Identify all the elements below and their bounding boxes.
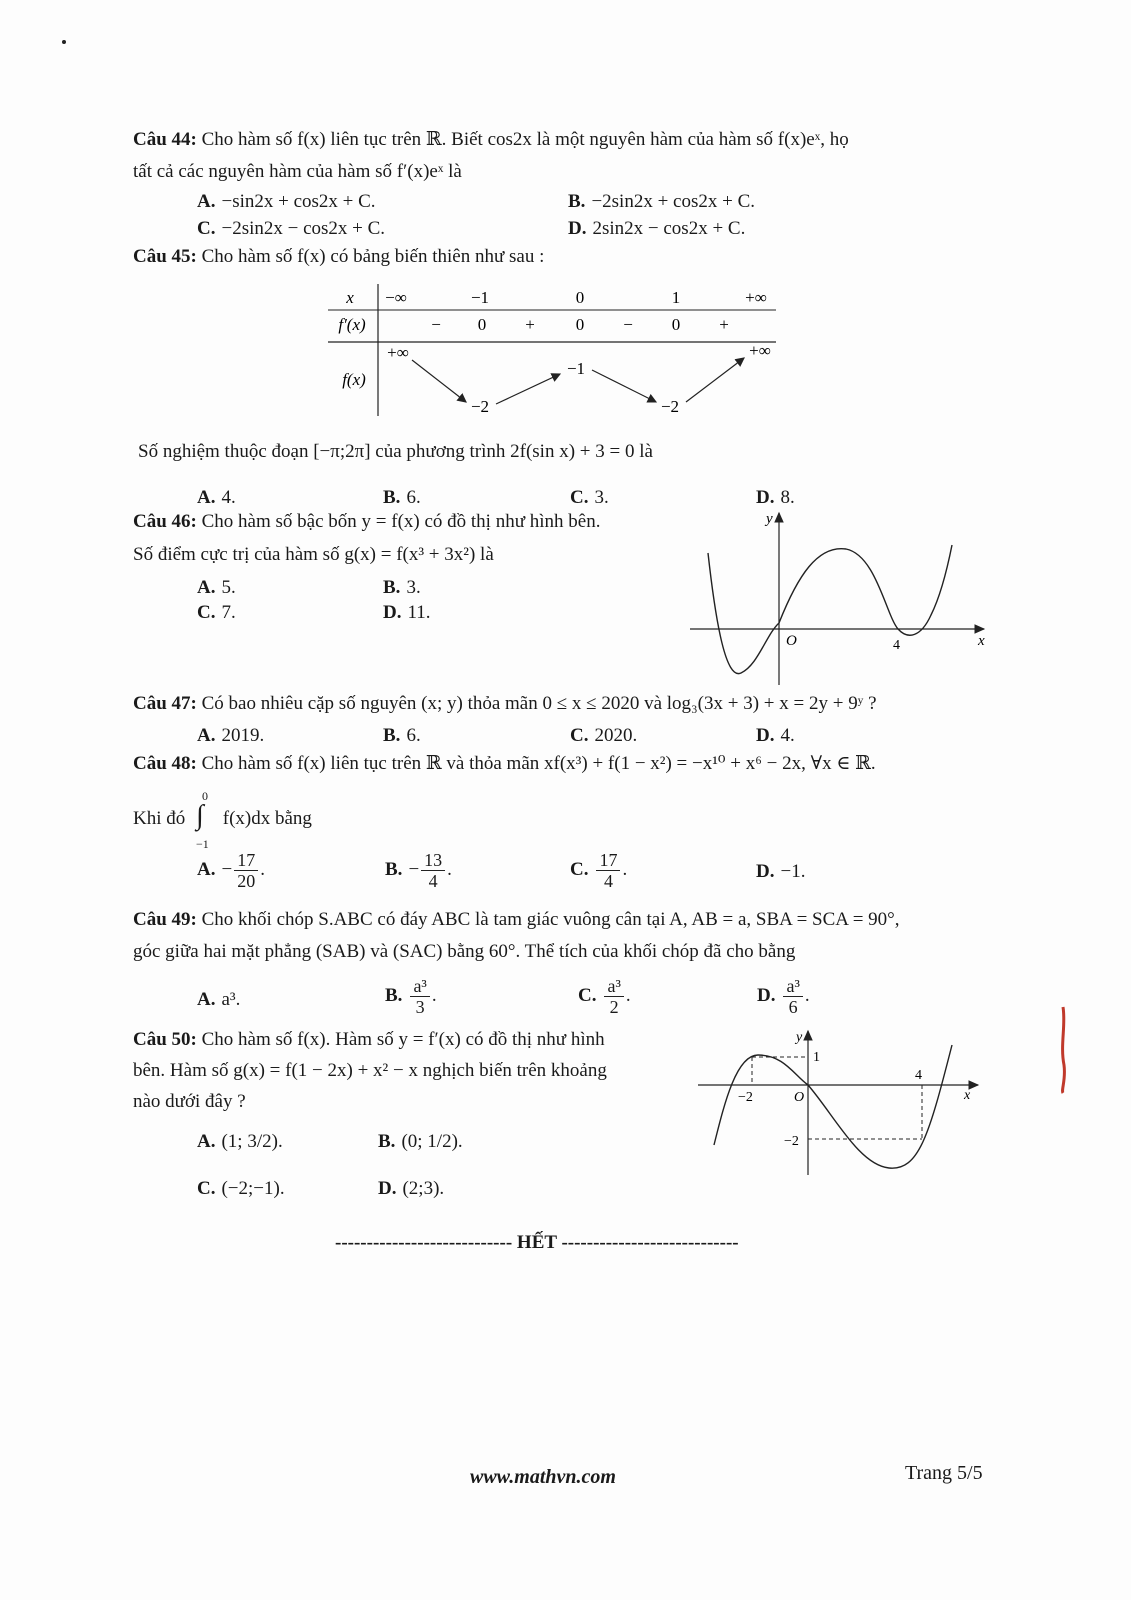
table-x-label: x: [346, 288, 354, 307]
q50-graph: [694, 1025, 984, 1180]
q48-option-d: [756, 860, 805, 884]
option-fraction: [604, 976, 623, 1017]
table-f-label: f(x): [342, 370, 366, 389]
q45-line1: [133, 245, 544, 269]
x-axis-label: x: [978, 633, 985, 649]
option-key: A.: [197, 858, 216, 880]
option-key: C.: [570, 858, 589, 880]
denominator: 2: [609, 997, 619, 1017]
table-x-value: +∞: [745, 288, 767, 307]
numerator: a³: [410, 976, 429, 997]
q44-text1: Cho hàm số f(x) liên tục trên ℝ. Biết cos2x là một nguyên hàm của hàm số f(x)eˣ, họ: [201, 129, 849, 150]
option-sign: −: [221, 858, 233, 880]
option-key: C.: [197, 602, 216, 623]
scan-speck: [62, 40, 66, 44]
q49-option-b: B. $\frac{\text{a³}}{3}$ .: [385, 976, 437, 1017]
option-text: 7.: [221, 602, 236, 623]
table-x-value: 0: [575, 288, 585, 307]
tick-4-label: 4: [893, 638, 900, 653]
option-key: B.: [383, 577, 401, 598]
q46-label: Câu 46:: [133, 511, 197, 532]
denominator: 6: [788, 997, 798, 1017]
option-text: 3.: [594, 487, 609, 508]
denominator: 4: [428, 871, 438, 891]
q45-question: Số nghiệm thuộc đoạn [−π;2π] của phương trình 2f(sin x) + 3 = 0 là: [138, 441, 653, 462]
option-text: 5.: [221, 577, 236, 598]
decrease-arrow: [412, 360, 466, 402]
option-key: A.: [197, 487, 216, 508]
denominator: 20: [237, 871, 256, 891]
table-f-value: +∞: [749, 341, 771, 360]
option-key: A.: [197, 725, 216, 746]
derivative-curve: [714, 1045, 952, 1168]
q47-label: Câu 47:: [133, 693, 197, 714]
option-key: C.: [197, 218, 216, 239]
option-key: D.: [756, 725, 775, 746]
table-sign: −: [431, 315, 441, 334]
q45-option-c: [570, 486, 609, 510]
option-text: 11.: [407, 602, 431, 623]
tick-y1-label: 1: [813, 1050, 820, 1065]
q45-text1: Cho hàm số f(x) có bảng biến thiên như sau :: [201, 246, 545, 267]
option-text: 3.: [406, 577, 421, 598]
option-key: C.: [578, 984, 597, 1006]
origin-label: O: [794, 1090, 805, 1105]
option-key: C.: [197, 1178, 216, 1199]
increase-arrow: [686, 358, 744, 402]
table-fprime-label: f′(x): [338, 315, 366, 334]
option-fraction: [410, 976, 429, 1017]
option-key: B.: [568, 191, 586, 212]
red-stamp-mark: [1058, 1005, 1068, 1095]
q49-label: Câu 49:: [133, 909, 197, 930]
option-text: 2019.: [221, 725, 265, 746]
option-fraction: [596, 850, 620, 891]
q48-option-b: B. − $\frac{13}{4}$ .: [385, 850, 452, 891]
table-sign: 0: [575, 315, 585, 334]
q44-line2: tất cả các nguyên hàm của hàm số f′(x)eˣ là: [133, 161, 462, 182]
q50-option-c: [197, 1177, 285, 1201]
q46-text1: Cho hàm số bậc bốn y = f(x) có đồ thị như hình bên.: [201, 511, 601, 532]
footer-website: www.mathvn.com: [470, 1466, 616, 1488]
q45-label: Câu 45:: [133, 246, 197, 267]
q46-line1: [133, 510, 600, 534]
denominator: 3: [415, 997, 425, 1017]
q49-option-c: C. $\frac{\text{a³}}{2}$ .: [578, 976, 631, 1017]
option-text: 4.: [780, 725, 795, 746]
table-sign: 0: [477, 315, 487, 334]
option-key: D.: [568, 218, 587, 239]
origin-label: O: [786, 633, 797, 649]
option-key: A.: [197, 577, 216, 598]
tick-yneg2-label: −2: [784, 1134, 799, 1149]
option-key: B.: [383, 487, 401, 508]
q48-line2: [133, 789, 312, 851]
table-f-value: −2: [660, 397, 680, 416]
option-key: B.: [383, 725, 401, 746]
q50-line3: nào dưới đây ?: [133, 1091, 246, 1112]
q48-text2: f(x)dx bằng: [222, 808, 312, 829]
option-key: A.: [197, 191, 216, 212]
option-text: −2sin2x − cos2x + C.: [221, 218, 386, 239]
option-text: −1.: [780, 861, 806, 882]
option-sign: −: [408, 858, 420, 880]
option-key: D.: [756, 487, 775, 508]
integral-upper: 0: [202, 789, 208, 803]
option-key: C.: [570, 725, 589, 746]
q49-option-a: [197, 988, 240, 1012]
option-key: D.: [383, 602, 402, 623]
option-key: B.: [378, 1131, 396, 1152]
option-text: (−2;−1).: [221, 1178, 285, 1199]
integral-lower: −1: [196, 837, 209, 851]
option-text: 6.: [406, 725, 421, 746]
q47-option-c: [570, 724, 637, 748]
tick-neg2-label: −2: [738, 1090, 753, 1105]
q44-label: Câu 44:: [133, 129, 197, 150]
option-fraction: [234, 850, 258, 891]
table-f-value: +∞: [387, 343, 409, 362]
q45-variation-table: [320, 280, 790, 420]
end-marker: ---------------------------- HẾT ----------------------------: [335, 1232, 739, 1253]
option-text: 6.: [406, 487, 421, 508]
table-sign: +: [719, 315, 729, 334]
option-key: C.: [570, 487, 589, 508]
table-x-value: −1: [470, 288, 490, 307]
q47-option-a: [197, 724, 264, 748]
y-axis-label: y: [766, 511, 773, 527]
q44-option-c: [197, 217, 385, 241]
option-text: −2sin2x + cos2x + C.: [591, 191, 756, 212]
q48-text1: Cho hàm số f(x) liên tục trên ℝ và thỏa mãn xf(x³) + f(1 − x²) = −x¹⁰ + x⁶ − 2x, ∀x ∈ ℝ.: [201, 753, 876, 774]
q45-option-b: [383, 486, 421, 510]
tick-4-label: 4: [915, 1068, 922, 1083]
q50-label: Câu 50:: [133, 1029, 197, 1050]
option-key: B.: [385, 858, 403, 880]
q48-line1: [133, 752, 876, 776]
y-axis-label: y: [796, 1030, 803, 1045]
q50-option-d: [378, 1177, 444, 1201]
denominator: 4: [603, 871, 613, 891]
q49-option-d: D. $\frac{\text{a³}}{6}$ .: [757, 976, 810, 1017]
q49-line1: [133, 908, 900, 932]
decrease-arrow: [592, 370, 656, 402]
q48-khi-do: Khi đó: [133, 808, 186, 829]
q47-option-d: [756, 724, 795, 748]
q46-option-d: [383, 601, 431, 625]
q47-option-b: [383, 724, 421, 748]
q48-option-a: A. − $\frac{17}{20}$ .: [197, 850, 265, 891]
option-fraction: [421, 850, 445, 891]
q48-option-c: C. $\frac{17}{4}$ .: [570, 850, 628, 891]
numerator: a³: [783, 976, 802, 997]
q46-option-a: [197, 576, 236, 600]
table-sign: 0: [671, 315, 681, 334]
numerator: 17: [596, 850, 620, 871]
q50-line2: bên. Hàm số g(x) = f(1 − 2x) + x² − x nghịch biến trên khoảng: [133, 1060, 607, 1081]
q49-line2: góc giữa hai mặt phẳng (SAB) và (SAC) bằng 60°. Thể tích của khối chóp đã cho bằng: [133, 941, 796, 962]
option-text: 4.: [221, 487, 236, 508]
table-sign: −: [623, 315, 633, 334]
table-f-value: −2: [470, 397, 490, 416]
q44-option-b: [568, 190, 755, 214]
option-text: a³.: [221, 989, 241, 1010]
q49-text1: Cho khối chóp S.ABC có đáy ABC là tam giác vuông cân tại A, AB = a, SBA = SCA = 90°,: [201, 909, 900, 930]
q45-option-a: [197, 486, 236, 510]
option-key: A.: [197, 1131, 216, 1152]
q50-option-a: [197, 1130, 283, 1154]
q48-label: Câu 48:: [133, 753, 197, 774]
q46-option-c: [197, 601, 236, 625]
option-key: D.: [757, 984, 776, 1006]
table-x-value: 1: [671, 288, 681, 307]
table-x-value: −∞: [385, 288, 407, 307]
q44-option-a: [197, 190, 376, 214]
option-text: 8.: [780, 487, 795, 508]
q47-line1: [133, 692, 877, 716]
q46-graph: [686, 505, 996, 690]
option-text: (0; 1/2).: [401, 1131, 463, 1152]
option-key: B.: [385, 984, 403, 1006]
option-text: 2020.: [594, 725, 638, 746]
q50-text1: Cho hàm số f(x). Hàm số y = f′(x) có đồ thị như hình: [201, 1029, 605, 1050]
option-key: A.: [197, 989, 216, 1010]
integral-sign: ∫ 0 −1: [196, 804, 214, 831]
option-key: D.: [756, 861, 775, 882]
option-fraction: [783, 976, 802, 1017]
q44-option-d: [568, 217, 745, 241]
q50-line1: [133, 1028, 605, 1052]
table-sign: +: [525, 315, 535, 334]
x-axis-label: x: [964, 1088, 971, 1103]
q46-option-b: [383, 576, 421, 600]
numerator: a³: [604, 976, 623, 997]
q46-line2: Số điểm cực trị của hàm số g(x) = f(x³ + 3x²) là: [133, 544, 494, 565]
option-text: −sin2x + cos2x + C.: [221, 191, 376, 212]
numerator: 13: [421, 850, 445, 871]
option-text: 2sin2x − cos2x + C.: [592, 218, 746, 239]
table-f-value: −1: [566, 359, 586, 378]
numerator: 17: [234, 850, 258, 871]
increase-arrow: [496, 374, 560, 404]
quartic-curve: [708, 545, 952, 674]
q44-line1: [133, 128, 849, 152]
q47-text1: Có bao nhiêu cặp số nguyên (x; y) thỏa mãn 0 ≤ x ≤ 2020 và log₃(3x + 3) + x = 2y + 9ʸ ?: [201, 693, 877, 714]
q50-option-b: [378, 1130, 463, 1154]
footer-page-number: Trang 5/5: [905, 1462, 983, 1484]
option-text: (1; 3/2).: [221, 1131, 283, 1152]
option-key: D.: [378, 1178, 397, 1199]
option-text: (2;3).: [402, 1178, 445, 1199]
